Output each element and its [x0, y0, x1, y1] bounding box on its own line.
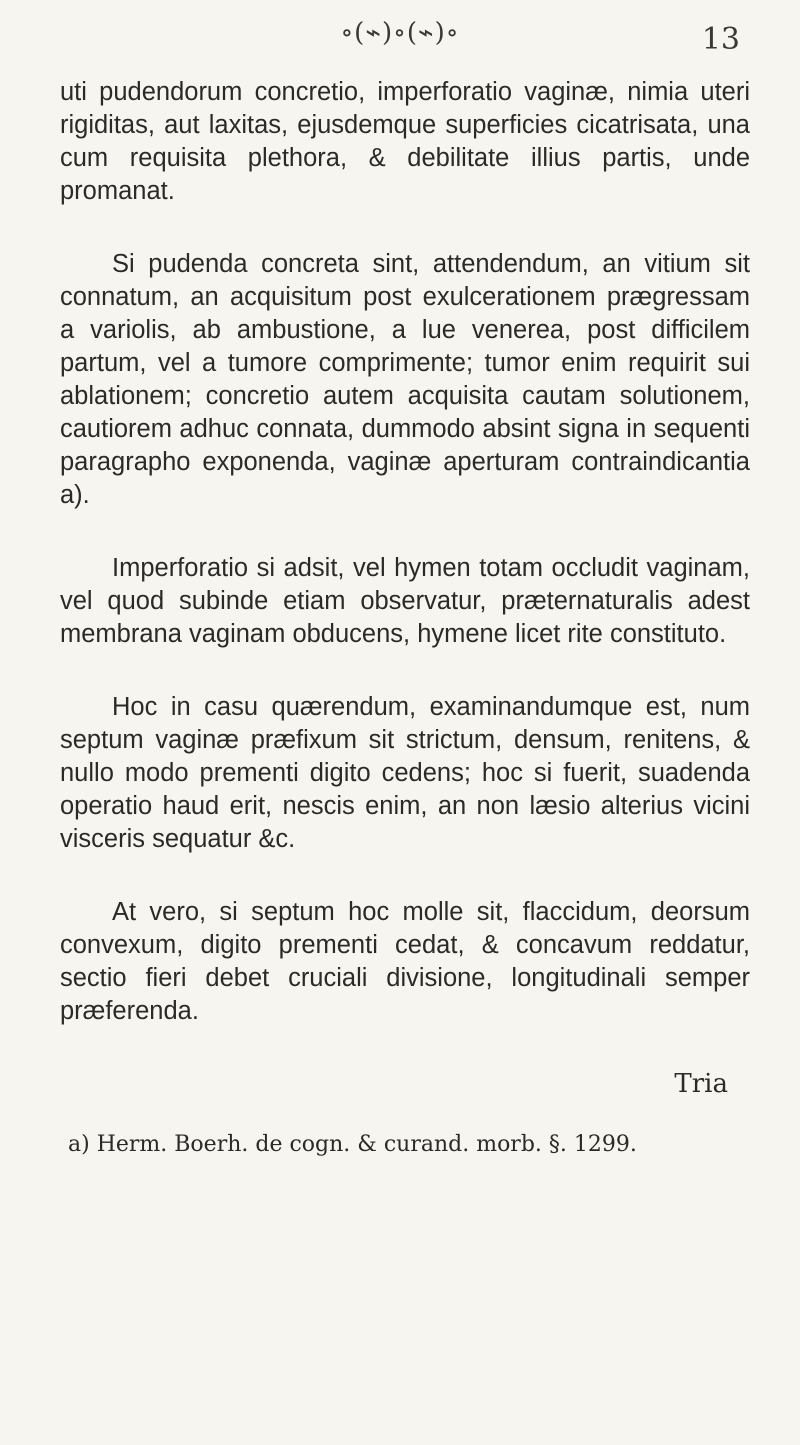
paragraph-1: uti pudendorum concretio, imperforatio vaginæ, nimia uteri rigiditas, aut laxitas, ejusdemque superficies cicatrisata, una cum requisita plethora, & debilitate illius partis, unde promanat. — [60, 78, 750, 205]
catchword: Tria — [674, 1069, 728, 1099]
page-number: 13 — [701, 22, 740, 57]
paragraph-3: Imperforatio si adsit, vel hymen totam occludit vaginam, vel quod subinde etiam observatur, præternaturalis adest membrana vaginam obducens, hymene licet rite constituto. — [60, 554, 750, 648]
paragraph-5: At vero, si septum hoc molle sit, flaccidum, deorsum convexum, digito prementi cedat, & concavum reddatur, sectio fieri debet cruciali divisione, longitudinali semper præferenda. — [60, 898, 750, 1025]
body-text — [60, 76, 750, 1159]
footnote: a) Herm. Boerh. de cogn. & curand. morb. §. 1299. — [68, 1132, 637, 1157]
header-ornament: ∘(⌁)∘(⌁)∘ — [340, 18, 460, 48]
paragraph-4: Hoc in casu quærendum, examinandumque est, num septum vaginæ præfixum sit strictum, densum, renitens, & nullo modo prementi digito cedens; hoc si fuerit, suadenda operatio haud erit, nescis enim, an non læsio alterius vicini visceris sequatur &c. — [60, 693, 750, 853]
paragraph-2: Si pudenda concreta sint, attendendum, an vitium sit connatum, an acquisitum post exulcerationem prægressam a variolis, ab ambustione, a lue venerea, post difficilem partum, vel a tumore comprimente; tumor enim requirit sui ablationem; concretio autem acquisita cautam solutionem, cautiorem adhuc connata, dummodo absint signa in sequenti paragrapho exponenda, vaginæ aperturam contraindicantia a). — [60, 250, 750, 509]
